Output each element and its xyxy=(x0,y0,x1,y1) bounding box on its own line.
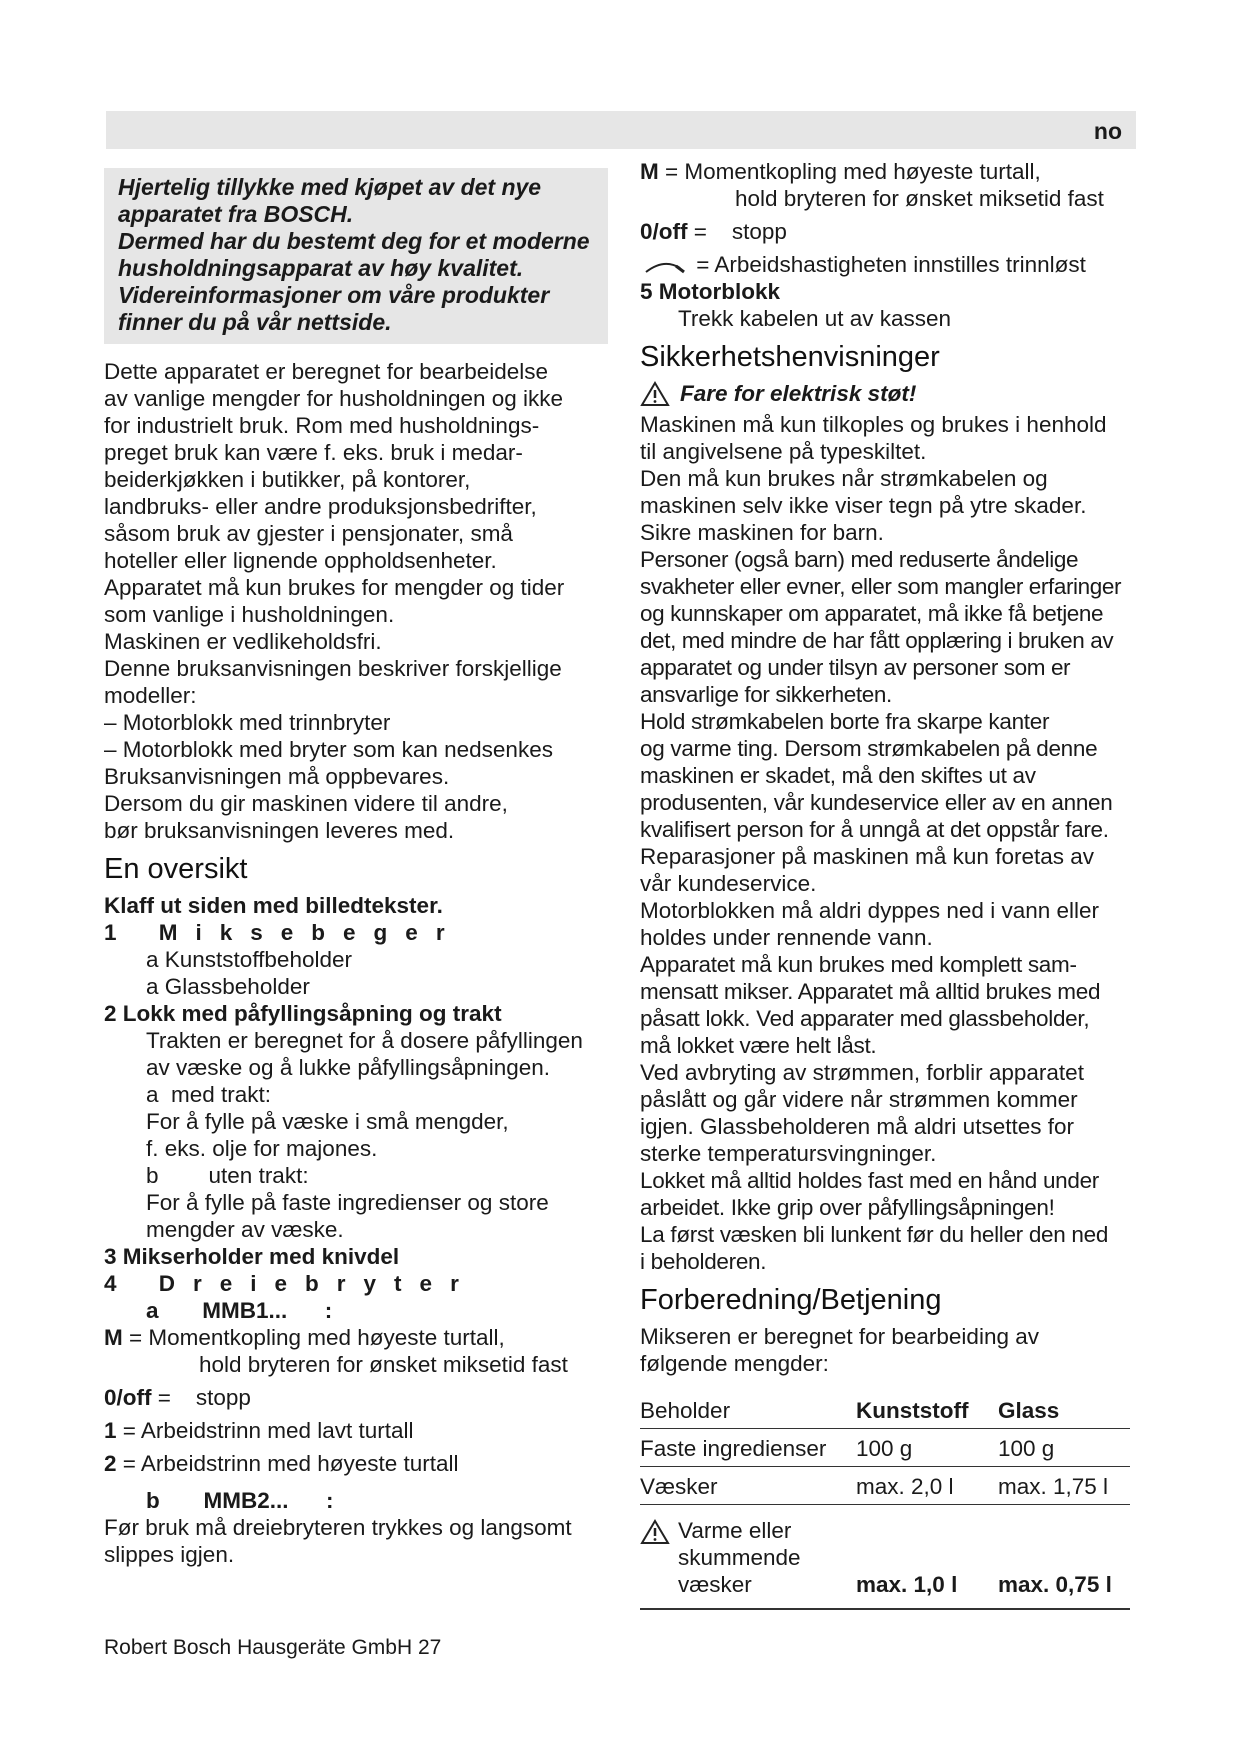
text-line: det, med mindre de har fått opplæring i bruken av xyxy=(640,628,1114,653)
mode-off xyxy=(640,218,1140,245)
item-4a: a MMB1... : xyxy=(146,1298,333,1323)
table-header: Kunststoff xyxy=(856,1398,969,1423)
mode-2 xyxy=(104,1450,600,1477)
safety-9 xyxy=(640,1059,1140,1167)
text-line: bør bruksanvisningen leveres med. xyxy=(104,818,455,843)
paragraph-usage xyxy=(104,574,600,628)
text-line: som vanlige i husholdningen. xyxy=(104,602,395,627)
mode-text: = stopp xyxy=(151,1385,251,1410)
item-4b-text xyxy=(104,1514,600,1568)
intro-line: Hjertelig tillykke med kjøpet av det nye xyxy=(118,174,542,200)
paragraph-models xyxy=(104,655,600,709)
item-2-text xyxy=(104,1027,600,1081)
text-line: må lokket være helt låst. xyxy=(640,1033,877,1058)
mode-m-text2: hold bryteren for ønsket miksetid fast xyxy=(735,186,1104,211)
paragraph-purpose xyxy=(104,358,600,574)
item-1 xyxy=(104,919,600,946)
text-line: Reparasjoner på maskinen må kun foretas av xyxy=(640,844,1094,869)
table-header: Beholder xyxy=(640,1398,731,1423)
table-header-row xyxy=(640,1391,1130,1429)
text-line: landbruks- eller andre produksjonsbedrifter, xyxy=(104,494,537,519)
text-line: arbeidet. Ikke grip over påfyllingsåpningen! xyxy=(640,1195,1055,1220)
safety-7 xyxy=(640,897,1140,951)
safety-5 xyxy=(640,708,1140,843)
item-2b: b uten trakt: xyxy=(146,1163,309,1188)
language-code: no xyxy=(1093,118,1122,144)
safety-2 xyxy=(640,465,1140,519)
text-line: mengder av væske. xyxy=(146,1217,344,1242)
text-line: slippes igjen. xyxy=(104,1542,235,1567)
text-line: for industrielt bruk. Rom med husholdnings- xyxy=(104,413,540,438)
table-row xyxy=(640,1505,1130,1610)
mode-text: = Arbeidshastigheten innstilles trinnløst xyxy=(690,252,1086,277)
safety-8 xyxy=(640,951,1140,1059)
text-line: Hold strømkabelen borte fra skarpe kanter xyxy=(640,709,1050,734)
right-column xyxy=(640,158,1140,1610)
table-row xyxy=(640,1429,1130,1467)
page-footer: Robert Bosch Hausgeräte GmbH 27 xyxy=(104,1636,442,1659)
text-line: Dette apparatet er beregnet for bearbeidelse xyxy=(104,359,549,384)
text-line: Før bruk må dreiebryteren trykkes og langsomt xyxy=(104,1515,572,1540)
text-line: påsatt lokk. Ved apparater med glassbeholder, xyxy=(640,1006,1090,1031)
mode-text: = Arbeidstrinn med høyeste turtall xyxy=(116,1451,459,1476)
text-line: såsom bruk av gjester i pensjonater, små xyxy=(104,521,513,546)
text-line: Dersom du gir maskinen videre til andre, xyxy=(104,791,508,816)
table-cell: max. 1,75 l xyxy=(998,1467,1130,1505)
heading-safety: Sikkerhetshenvisninger xyxy=(640,341,940,373)
text-line: Trakten er beregnet for å dosere påfyllingen xyxy=(146,1028,583,1053)
text-line: Maskinen må kun tilkoples og brukes i henhold xyxy=(640,412,1107,437)
text-line: og varme ting. Dersom strømkabelen på denne xyxy=(640,736,1098,761)
text-line: Varme eller xyxy=(678,1518,792,1543)
paragraph-keep: Bruksanvisningen må oppbevares. xyxy=(104,764,450,789)
table-cell: max. 1,0 l xyxy=(856,1505,998,1610)
mode-key: M xyxy=(104,1325,123,1350)
intro-line: apparatet fra BOSCH. xyxy=(118,201,354,227)
text-line: hoteller eller lignende oppholdsenheter. xyxy=(104,548,497,573)
intro-line: husholdningsapparat av høy kvalitet. xyxy=(118,255,524,281)
text-line: Motorblokken må aldri dyppes ned i vann eller xyxy=(640,898,1099,923)
item-1b: a Glassbeholder xyxy=(146,974,310,999)
safety-10 xyxy=(640,1167,1140,1221)
intro-box xyxy=(104,168,608,344)
fold-out-note: Klaff ut siden med billedtekster. xyxy=(104,893,443,918)
mode-m-text2: hold bryteren for ønsket miksetid fast xyxy=(199,1352,568,1377)
mode-text: = Momentkopling med høyeste turtall, xyxy=(122,1325,505,1350)
text-line: Lokket må alltid holdes fast med en hånd under xyxy=(640,1168,1099,1193)
item-2a-text xyxy=(104,1108,600,1162)
intro-line: finner du på vår nettside. xyxy=(118,309,392,335)
text-line: apparatet og under tilsyn av personer som er xyxy=(640,655,1071,680)
text-line: av vanlige mengder for husholdningen og ikke xyxy=(104,386,564,411)
text-line: Personer (også barn) med reduserte åndelige xyxy=(640,547,1079,572)
heading-preparation: Forberedning/Betjening xyxy=(640,1284,942,1316)
text-line: ansvarlige for sikkerheten. xyxy=(640,682,892,707)
text-line: følgende mengder: xyxy=(640,1351,829,1376)
table-cell: 100 g xyxy=(998,1429,1130,1467)
item-4-label: 4 Dreiebryter xyxy=(104,1271,477,1296)
text-line: til angivelsene på typeskiltet. xyxy=(640,439,927,464)
table-cell: 100 g xyxy=(856,1429,998,1467)
safety-11 xyxy=(640,1221,1140,1275)
text-line: igjen. Glassbeholderen må aldri utsettes for xyxy=(640,1114,1074,1139)
text-line: produsenten, vår kundeservice eller av en annen xyxy=(640,790,1113,815)
text-line: mensatt mikser. Apparatet må alltid brukes med xyxy=(640,979,1101,1004)
quantity-table xyxy=(640,1391,1130,1610)
list-item: – Motorblokk med bryter som kan nedsenkes xyxy=(104,737,553,762)
mode-text: = Momentkopling med høyeste turtall, xyxy=(658,159,1041,184)
text-line: Den må kun brukes når strømkabelen og xyxy=(640,466,1048,491)
text-line: Ved avbryting av strømmen, forblir apparatet xyxy=(640,1060,1084,1085)
item-3: 3 Mikserholder med knivdel xyxy=(104,1244,400,1269)
text-line: holdes under rennende vann. xyxy=(640,925,933,950)
text-line: La først væsken bli lunkent før du heller den ned xyxy=(640,1222,1109,1247)
header-bar xyxy=(106,111,1136,149)
text-line: påslått og går videre når strømmen kommer xyxy=(640,1087,1078,1112)
text-line: og kunnskaper om apparatet, må ikke få betjene xyxy=(640,601,1104,626)
intro-line: Dermed har du bestemt deg for et moderne xyxy=(118,228,590,254)
left-column xyxy=(104,168,600,1568)
text-line: svakheter eller evner, eller som mangler erfaringer xyxy=(640,574,1122,599)
mode-key: 0/off xyxy=(640,219,688,244)
table-cell: max. 0,75 l xyxy=(998,1505,1130,1610)
text-line: Denne bruksanvisningen beskriver forskjellige xyxy=(104,656,562,681)
mode-key: 2 xyxy=(104,1451,117,1476)
text-line: f. eks. olje for majones. xyxy=(146,1136,378,1161)
item-4b: b MMB2... : xyxy=(146,1488,334,1513)
text-line: maskinen selv ikke viser tegn på ytre skader. xyxy=(640,493,1087,518)
mode-m xyxy=(104,1324,600,1351)
warning-icon xyxy=(640,381,670,407)
item-5: 5 Motorblokk xyxy=(640,279,781,304)
text-line: preget bruk kan være f. eks. bruk i medar- xyxy=(104,440,523,465)
heading-overview: En oversikt xyxy=(104,853,248,885)
table-cell: Væsker xyxy=(640,1467,856,1505)
mode-off xyxy=(104,1384,600,1411)
text-line: av væske og å lukke påfyllingsåpningen. xyxy=(146,1055,551,1080)
item-2: 2 Lokk med påfyllingsåpning og trakt xyxy=(104,1001,502,1026)
item-1-label: 1 Miksebeger xyxy=(104,920,463,945)
table-cell: max. 2,0 l xyxy=(856,1467,998,1505)
item-1a: a Kunststoffbeholder xyxy=(146,947,352,972)
safety-4 xyxy=(640,546,1140,708)
text-line: For å fylle på væske i små mengder, xyxy=(146,1109,509,1134)
text-line: modeller: xyxy=(104,683,197,708)
mode-text: = stopp xyxy=(687,219,787,244)
speed-arc-icon xyxy=(640,256,690,276)
safety-6 xyxy=(640,843,1140,897)
list-item: – Motorblokk med trinnbryter xyxy=(104,710,391,735)
text-line: kvalifisert person for å unngå at det oppstår fare. xyxy=(640,817,1109,842)
intro-line: Videreinformasjoner om våre produkter xyxy=(118,282,550,308)
table-row xyxy=(640,1467,1130,1505)
warning-icon xyxy=(640,1519,670,1545)
text-line: Mikseren er beregnet for bearbeiding av xyxy=(640,1324,1039,1349)
item-4 xyxy=(104,1270,600,1297)
text-line: beiderkjøkken i butikker, på kontorer, xyxy=(104,467,471,492)
item-2b-text xyxy=(104,1189,600,1243)
mode-key: 1 xyxy=(104,1418,117,1443)
item-5-text: Trekk kabelen ut av kassen xyxy=(678,306,952,331)
safety-1 xyxy=(640,411,1140,465)
preparation-text xyxy=(640,1323,1140,1377)
text-line: maskinen er skadet, må den skiftes ut av xyxy=(640,763,1036,788)
text-line: væsker xyxy=(678,1572,752,1597)
item-2a: a med trakt: xyxy=(146,1082,272,1107)
mode-key: 0/off xyxy=(104,1385,152,1410)
mode-variable xyxy=(640,251,1140,278)
paragraph-maintenance: Maskinen er vedlikeholdsfri. xyxy=(104,629,382,654)
mode-key: M xyxy=(640,159,659,184)
text-line: Apparatet må kun brukes med komplett sam- xyxy=(640,952,1077,977)
safety-3: Sikre maskinen for barn. xyxy=(640,520,884,545)
text-line: Apparatet må kun brukes for mengder og tider xyxy=(104,575,565,600)
mode-m xyxy=(640,158,1140,185)
text-line: vår kundeservice. xyxy=(640,871,817,896)
table-cell: Faste ingredienser xyxy=(640,1429,856,1467)
warning-text: Fare for elektrisk støt! xyxy=(680,381,917,406)
mode-1 xyxy=(104,1417,600,1444)
text-line: For å fylle på faste ingredienser og store xyxy=(146,1190,549,1215)
warning-title xyxy=(640,380,1140,407)
text-line: sterke temperatursvingninger. xyxy=(640,1141,937,1166)
mode-text: = Arbeidstrinn med lavt turtall xyxy=(116,1418,414,1443)
text-line: i beholderen. xyxy=(640,1249,767,1274)
table-header: Glass xyxy=(998,1398,1060,1423)
text-line: skummende xyxy=(678,1545,801,1570)
paragraph-pass-on xyxy=(104,790,600,844)
table-cell xyxy=(640,1505,856,1610)
